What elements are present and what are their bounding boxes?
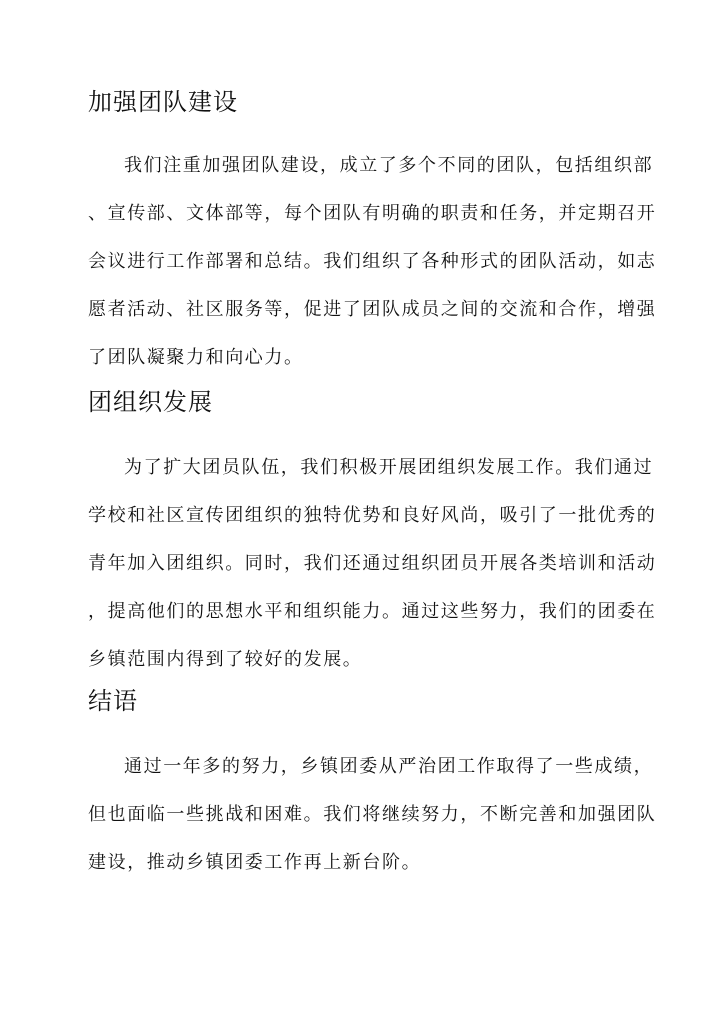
paragraph-line: 青年加入团组织。同时，我们还通过组织团员开展各类培训和活动 (88, 553, 657, 574)
paragraph-org-development (88, 453, 657, 693)
paragraph-conclusion (88, 752, 657, 896)
paragraph-line: 、宣传部、文体部等，每个团队有明确的职责和任务，并定期召开 (88, 203, 657, 224)
paragraph-line: 但也面临一些挑战和困难。我们将继续努力，不断完善和加强团队 (88, 804, 657, 825)
paragraph-line: ，提高他们的思想水平和组织能力。通过这些努力，我们的团委在 (88, 601, 657, 622)
paragraph-line: 乡镇范围内得到了较好的发展。 (88, 649, 363, 670)
paragraph-line: 通过一年多的努力，乡镇团委从严治团工作取得了一些成绩， (124, 756, 654, 777)
paragraph-team-building (88, 151, 657, 391)
paragraph-line: 为了扩大团员队伍，我们积极开展团组织发展工作。我们通过 (124, 457, 654, 478)
paragraph-line: 了团队凝聚力和向心力。 (88, 347, 304, 368)
paragraph-line: 我们注重加强团队建设，成立了多个不同的团队，包括组织部 (124, 155, 654, 176)
paragraph-line: 愿者活动、社区服务等，促进了团队成员之间的交流和合作，增强 (88, 299, 657, 320)
section-heading-org-development: 团组织发展 (88, 388, 213, 416)
section-heading-team-building: 加强团队建设 (88, 88, 238, 116)
section-heading-conclusion: 结语 (88, 687, 138, 715)
paragraph-line: 学校和社区宣传团组织的独特优势和良好风尚，吸引了一批优秀的 (88, 505, 657, 526)
paragraph-line: 会议进行工作部署和总结。我们组织了各种形式的团队活动，如志 (88, 251, 657, 272)
paragraph-line: 建设，推动乡镇团委工作再上新台阶。 (88, 852, 422, 873)
